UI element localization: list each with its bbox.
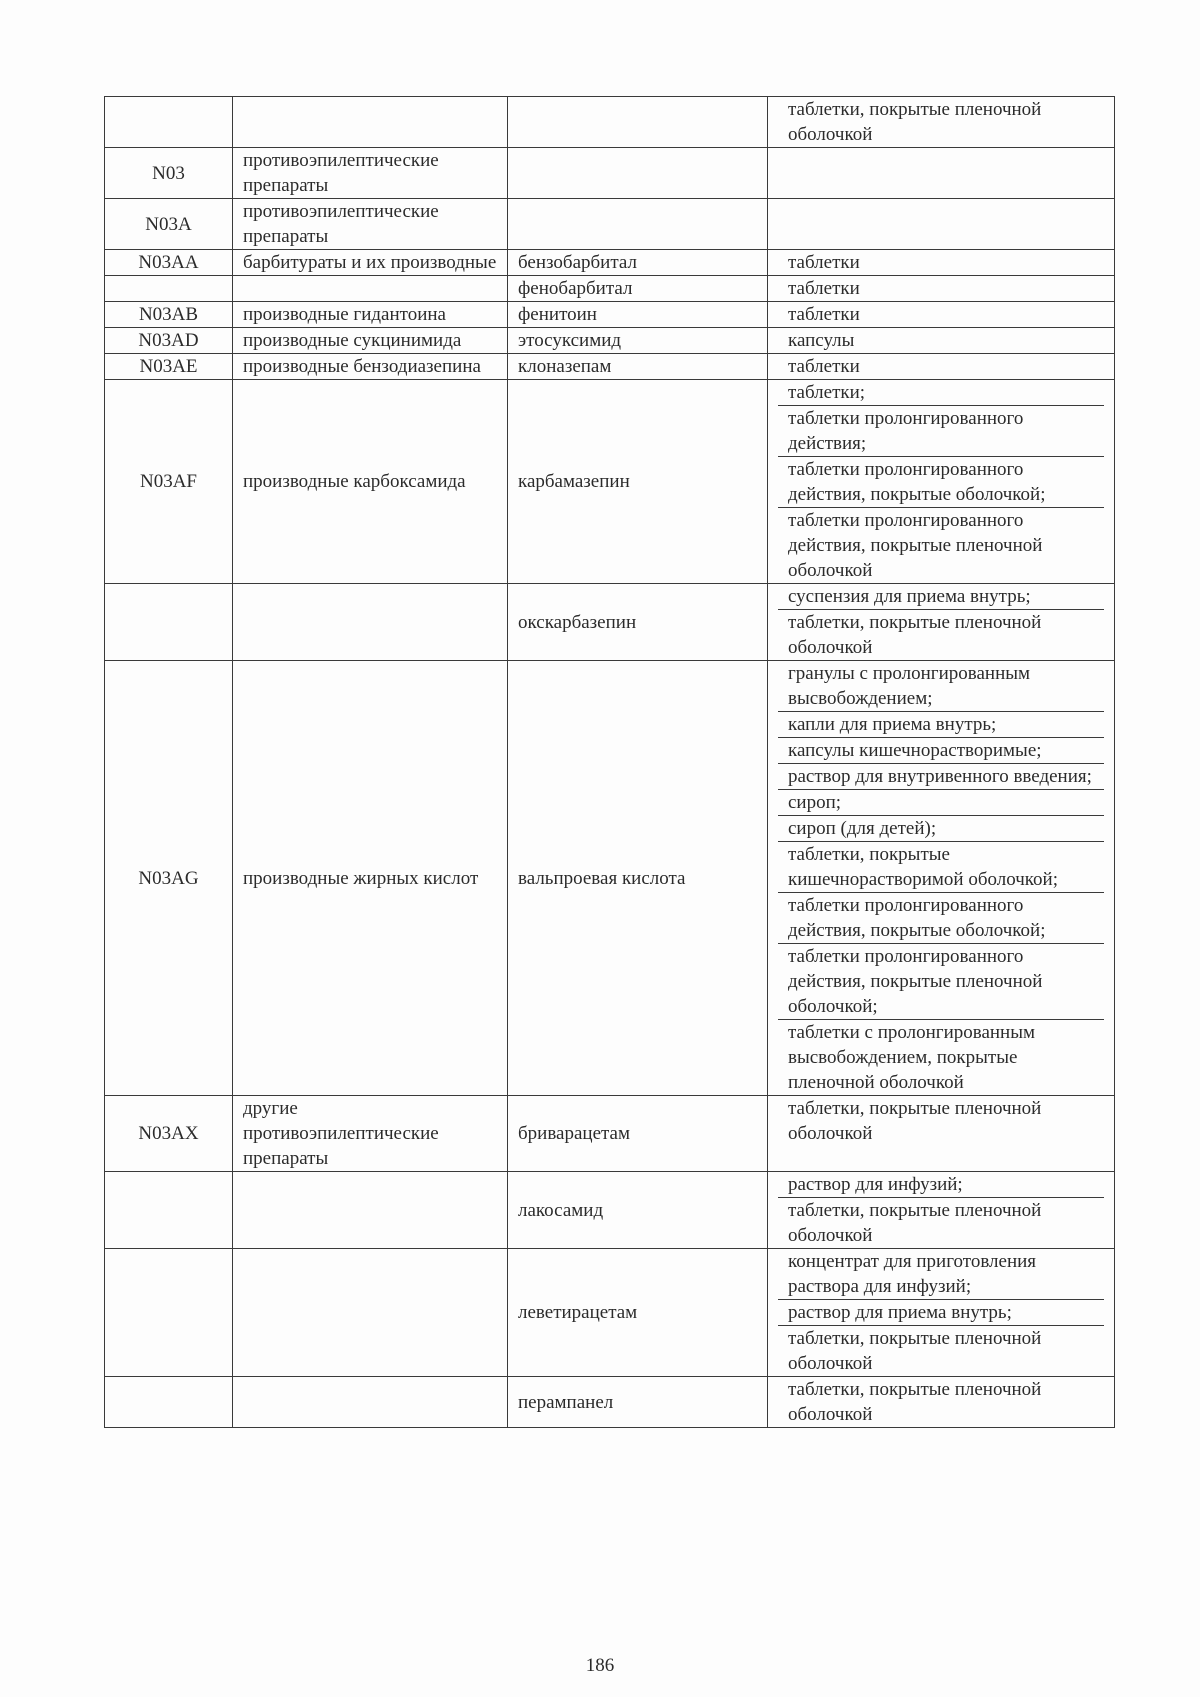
drug-name-cell: леветирацетам	[508, 1249, 768, 1377]
anatomical-therapeutic-group-cell: производные карбоксамида	[233, 380, 508, 584]
anatomical-therapeutic-group-cell	[233, 1249, 508, 1377]
dosage-form-item: таблетки	[788, 304, 860, 325]
dosage-forms-cell	[768, 354, 1115, 380]
dosage-form-item: капсулы	[788, 330, 855, 351]
atc-code-cell	[105, 276, 233, 302]
table-row	[105, 1377, 1115, 1428]
dosage-forms-cell	[768, 1172, 1115, 1249]
drug-name-cell: окскарбазепин	[508, 584, 768, 661]
atc-code-cell	[105, 1172, 233, 1249]
dosage-form-item: таблетки пролонгированного действия, покрытые оболочкой;	[778, 457, 1104, 508]
page-number: 186	[585, 1655, 615, 1676]
drug-name-cell: клоназепам	[508, 354, 768, 380]
anatomical-therapeutic-group-cell: производные гидантоина	[233, 302, 508, 328]
dosage-form-item: суспензия для приема внутрь;	[778, 584, 1104, 610]
dosage-form-item: капсулы кишечнорастворимые;	[778, 738, 1104, 764]
dosage-form-item: таблетки, покрытые пленочной оболочкой	[788, 1379, 1042, 1425]
dosage-form-item: таблетки, покрытые пленочной оболочкой	[788, 1098, 1042, 1144]
dosage-forms-cell	[768, 1096, 1115, 1172]
dosage-form-item: сироп;	[778, 790, 1104, 816]
dosage-form-item: таблетки пролонгированного действия, покрытые оболочкой;	[778, 893, 1104, 944]
dosage-form-item: таблетки;	[778, 380, 1104, 406]
table-row	[105, 354, 1115, 380]
dosage-forms-cell	[768, 1249, 1115, 1377]
dosage-form-item: таблетки пролонгированного действия, покрытые пленочной оболочкой;	[778, 944, 1104, 1020]
dosage-form-item: раствор для внутривенного введения;	[778, 764, 1104, 790]
table-row	[105, 148, 1115, 199]
table-row	[105, 661, 1115, 1096]
anatomical-therapeutic-group-cell	[233, 1172, 508, 1249]
atc-code-cell: N03AB	[105, 302, 233, 328]
dosage-form-item: таблетки, покрытые пленочной оболочкой	[788, 1328, 1042, 1374]
dosage-forms-cell	[768, 148, 1115, 199]
drug-classification-table	[104, 96, 1115, 1428]
drug-name-cell: вальпроевая кислота	[508, 661, 768, 1096]
dosage-forms-cell	[768, 199, 1115, 250]
dosage-form-item: таблетки, покрытые пленочной оболочкой	[788, 99, 1042, 145]
drug-name-cell: бриварацетам	[508, 1096, 768, 1172]
dosage-form-item: таблетки	[788, 278, 860, 299]
drug-name-cell: лакосамид	[508, 1172, 768, 1249]
dosage-form-item: таблетки, покрытые кишечнорастворимой оболочкой;	[778, 842, 1104, 893]
dosage-forms-cell	[768, 328, 1115, 354]
drug-name-cell: бензобарбитал	[508, 250, 768, 276]
table-row	[105, 1096, 1115, 1172]
dosage-forms-cell	[768, 97, 1115, 148]
dosage-form-item: таблетки, покрытые пленочной оболочкой	[788, 612, 1042, 658]
drug-name-cell	[508, 199, 768, 250]
anatomical-therapeutic-group-cell: барбитураты и их производные	[233, 250, 508, 276]
dosage-form-item: таблетки с пролонгированным высвобождением, покрытые пленочной оболочкой	[788, 1022, 1036, 1093]
dosage-form-item	[778, 148, 1104, 198]
atc-code-cell	[105, 97, 233, 148]
atc-code-cell: N03AA	[105, 250, 233, 276]
drug-name-cell: фенобарбитал	[508, 276, 768, 302]
dosage-forms-cell	[768, 380, 1115, 584]
anatomical-therapeutic-group-cell	[233, 584, 508, 661]
atc-code-cell: N03AX	[105, 1096, 233, 1172]
atc-code-cell: N03A	[105, 199, 233, 250]
table-row	[105, 1249, 1115, 1377]
atc-code-cell: N03	[105, 148, 233, 199]
anatomical-therapeutic-group-cell: противоэпилептические препараты	[233, 148, 508, 199]
atc-code-cell: N03AF	[105, 380, 233, 584]
anatomical-therapeutic-group-cell	[233, 97, 508, 148]
dosage-form-item: раствор для инфузий;	[778, 1172, 1104, 1198]
table-row	[105, 302, 1115, 328]
atc-code-cell: N03AE	[105, 354, 233, 380]
dosage-forms-cell	[768, 250, 1115, 276]
drug-name-cell: фенитоин	[508, 302, 768, 328]
anatomical-therapeutic-group-cell	[233, 1377, 508, 1428]
drug-name-cell: карбамазепин	[508, 380, 768, 584]
dosage-form-item: концентрат для приготовления раствора для инфузий;	[778, 1249, 1104, 1300]
table-body	[105, 97, 1115, 1428]
atc-code-cell	[105, 1249, 233, 1377]
dosage-form-item: таблетки, покрытые пленочной оболочкой	[788, 1200, 1042, 1246]
table-row	[105, 1172, 1115, 1249]
anatomical-therapeutic-group-cell: производные бензодиазепина	[233, 354, 508, 380]
atc-code-cell	[105, 584, 233, 661]
dosage-forms-cell	[768, 276, 1115, 302]
dosage-forms-cell	[768, 1377, 1115, 1428]
dosage-form-item: таблетки	[788, 252, 860, 273]
table-row	[105, 250, 1115, 276]
anatomical-therapeutic-group-cell: другие противоэпилептические препараты	[233, 1096, 508, 1172]
table-row	[105, 584, 1115, 661]
dosage-form-item: таблетки пролонгированного действия, покрытые пленочной оболочкой	[788, 510, 1043, 581]
table-row	[105, 276, 1115, 302]
drug-name-cell: перампанел	[508, 1377, 768, 1428]
table-row	[105, 97, 1115, 148]
dosage-form-item: таблетки пролонгированного действия;	[778, 406, 1104, 457]
dosage-form-item: гранулы с пролонгированным высвобождением;	[778, 661, 1104, 712]
atc-code-cell: N03AG	[105, 661, 233, 1096]
anatomical-therapeutic-group-cell: производные жирных кислот	[233, 661, 508, 1096]
drug-name-cell	[508, 148, 768, 199]
dosage-form-item	[778, 199, 1104, 249]
dosage-form-item: капли для приема внутрь;	[778, 712, 1104, 738]
dosage-forms-cell	[768, 302, 1115, 328]
drug-name-cell: этосуксимид	[508, 328, 768, 354]
atc-code-cell	[105, 1377, 233, 1428]
anatomical-therapeutic-group-cell: противоэпилептические препараты	[233, 199, 508, 250]
drug-name-cell	[508, 97, 768, 148]
anatomical-therapeutic-group-cell	[233, 276, 508, 302]
dosage-form-item: сироп (для детей);	[778, 816, 1104, 842]
anatomical-therapeutic-group-cell: производные сукцинимида	[233, 328, 508, 354]
dosage-form-item: раствор для приема внутрь;	[778, 1300, 1104, 1326]
table-row	[105, 328, 1115, 354]
dosage-form-item: таблетки	[788, 356, 860, 377]
table-row	[105, 380, 1115, 584]
dosage-forms-cell	[768, 584, 1115, 661]
atc-code-cell: N03AD	[105, 328, 233, 354]
table-row	[105, 199, 1115, 250]
dosage-forms-cell	[768, 661, 1115, 1096]
